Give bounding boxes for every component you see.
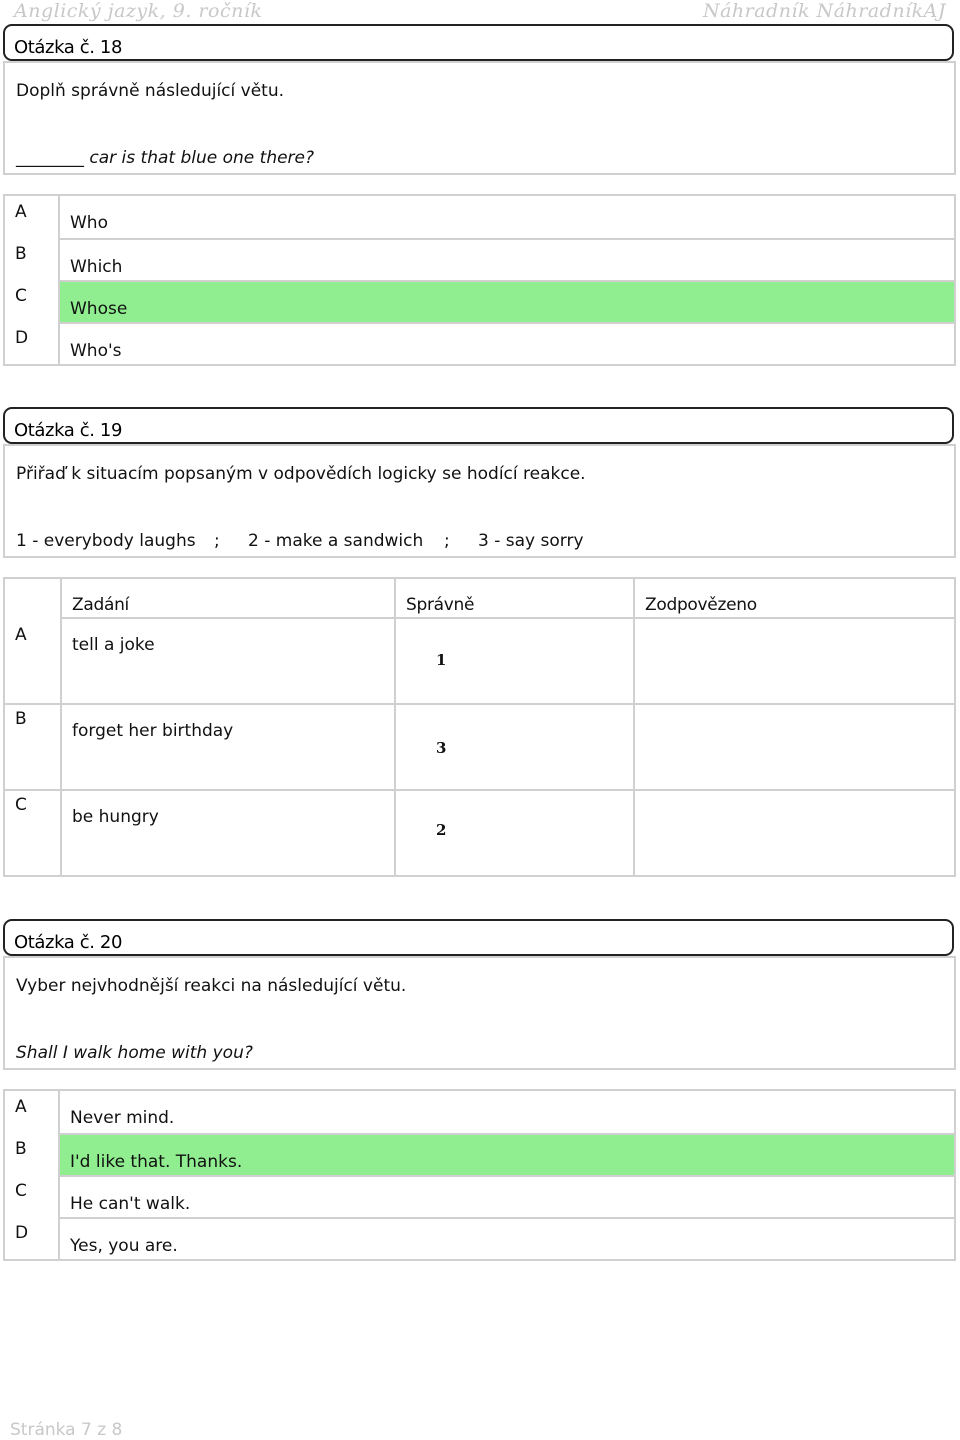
header-subject: Anglický jazyk, 9. ročník (14, 0, 263, 22)
option-letter: A (15, 202, 27, 222)
instruction-text: Přiřaď k situacím popsaným v odpovědích logicky se hodící reakce. (16, 464, 586, 484)
question-18-options (3, 194, 956, 366)
question-18-sentence (3, 131, 956, 175)
match-row-b (3, 703, 956, 789)
option-b[interactable] (3, 1133, 956, 1175)
question-18-title (3, 24, 954, 61)
question-20-title (3, 919, 954, 956)
header-text: Zadání (72, 595, 129, 615)
question-title-text: Otázka č. 19 (14, 420, 123, 441)
option-letter: A (15, 1097, 27, 1117)
option-text: Whose (70, 299, 128, 319)
option-c[interactable] (3, 1175, 956, 1217)
legend-separator: ; (214, 531, 220, 551)
match-row-c (3, 789, 956, 877)
correct-number: 3 (436, 739, 447, 757)
question-19-instruction (3, 444, 956, 516)
option-text: Who's (70, 341, 122, 361)
legend-text: - make a sandwich (258, 531, 424, 551)
option-letter: C (15, 286, 27, 306)
option-text: Which (70, 257, 123, 277)
sentence-text: ________ car is that blue one there? (16, 148, 315, 168)
correct-cell (394, 703, 633, 789)
header-text: Zodpovězeno (645, 595, 757, 615)
option-letter: D (15, 328, 29, 348)
question-title-text: Otázka č. 18 (14, 37, 123, 58)
answer-cell[interactable] (633, 617, 956, 703)
option-text: Never mind. (70, 1108, 175, 1128)
option-a[interactable] (3, 1091, 956, 1133)
legend-separator: ; (444, 531, 450, 551)
sentence-text: Shall I walk home with you? (16, 1043, 253, 1063)
correct-number: 2 (436, 821, 447, 839)
option-text: Yes, you are. (70, 1236, 178, 1256)
match-row-a (3, 617, 956, 703)
column-header-zadani (60, 577, 394, 617)
question-title-text: Otázka č. 20 (14, 932, 123, 953)
header-text: Správně (406, 595, 475, 615)
answer-cell[interactable] (633, 703, 956, 789)
legend-text: - say sorry (488, 531, 584, 551)
option-letter: C (15, 1181, 27, 1201)
legend-number: 1 (16, 531, 27, 551)
legend-3 (478, 531, 584, 551)
question-20-sentence (3, 1026, 956, 1070)
option-letter: B (15, 244, 27, 264)
situation-text: forget her birthday (72, 721, 234, 741)
question-19-legend (3, 514, 956, 558)
page-number: Stránka 7 z 8 (10, 1420, 123, 1440)
answer-cell[interactable] (633, 789, 956, 875)
correct-answer (60, 1133, 956, 1175)
column-header-spravne (394, 577, 633, 617)
row-letter: A (15, 625, 27, 645)
option-d[interactable] (3, 1217, 956, 1259)
question-19-title (3, 407, 954, 444)
correct-cell (394, 789, 633, 875)
matching-table (3, 577, 956, 877)
legend-1 (16, 531, 196, 551)
situation-text: be hungry (72, 807, 159, 827)
option-b[interactable] (3, 238, 956, 280)
row-letter: C (15, 795, 27, 815)
question-18-instruction (3, 61, 956, 133)
column-header-zodpovezeno (633, 577, 956, 617)
question-20-instruction (3, 956, 956, 1028)
legend-2 (248, 531, 423, 551)
instruction-text: Vyber nejvhodnější reakci na následující větu. (16, 976, 407, 996)
instruction-text: Doplň správně následující větu. (16, 81, 285, 101)
option-text: He can't walk. (70, 1194, 191, 1214)
option-letter: D (15, 1223, 29, 1243)
row-letter: B (15, 709, 27, 729)
correct-cell (394, 617, 633, 703)
option-text: I'd like that. Thanks. (70, 1152, 243, 1172)
option-a[interactable] (3, 196, 956, 238)
legend-number: 3 (478, 531, 489, 551)
correct-answer (60, 280, 956, 322)
option-c[interactable] (3, 280, 956, 322)
correct-number: 1 (436, 651, 447, 669)
header-student: Náhradník NáhradníkAJ (702, 0, 946, 22)
question-20-options (3, 1089, 956, 1261)
situation-text: tell a joke (72, 635, 155, 655)
legend-number: 2 (248, 531, 259, 551)
legend-text: - everybody laughs (26, 531, 196, 551)
option-d[interactable] (3, 322, 956, 364)
option-text: Who (70, 213, 108, 233)
option-letter: B (15, 1139, 27, 1159)
